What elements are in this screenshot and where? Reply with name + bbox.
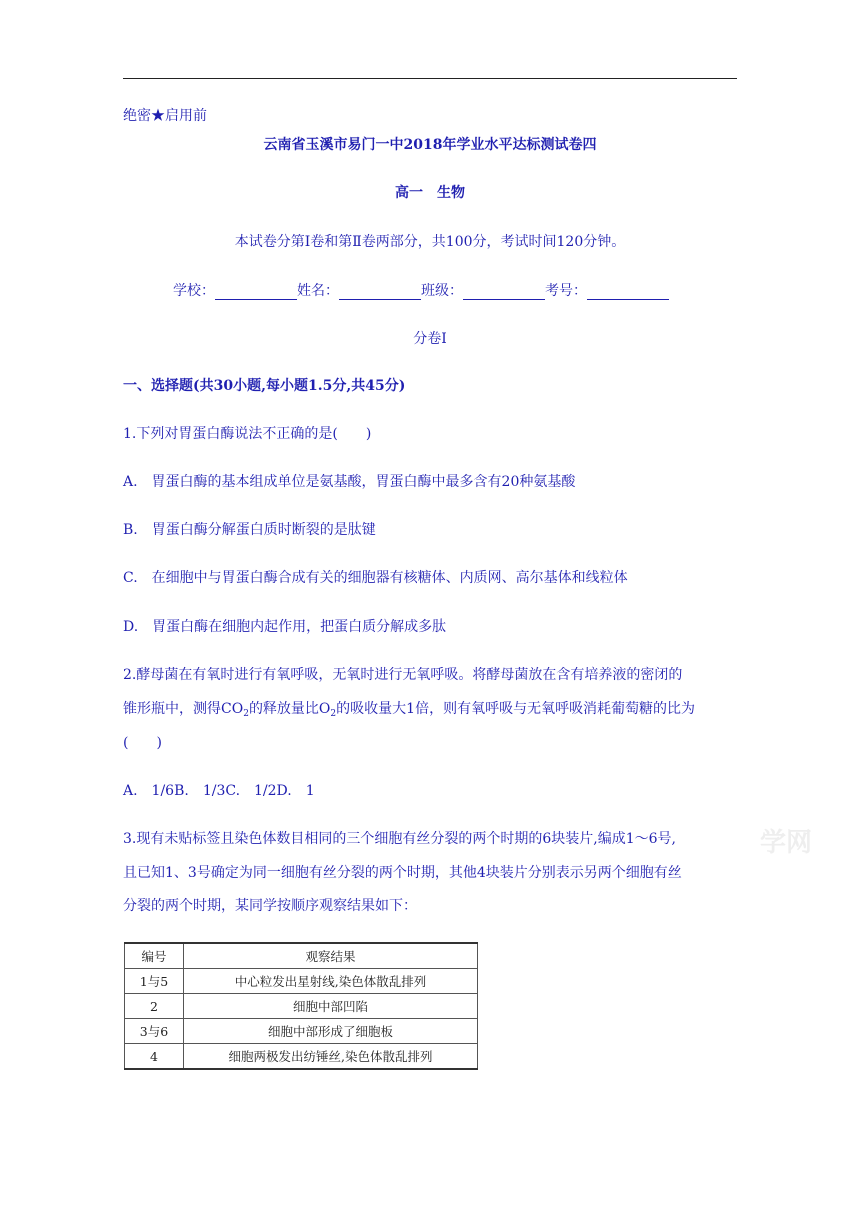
table-row xyxy=(125,1019,478,1044)
q2-text-b: 的释放量比O xyxy=(248,701,331,717)
school-label: 学校： xyxy=(173,283,215,299)
header-rule xyxy=(123,78,737,79)
secret-label: 绝密★启用前 xyxy=(123,108,207,124)
table-cell-result: 细胞中部形成了细胞板 xyxy=(184,1019,478,1044)
q2-line-1: 2.酵母菌在有氧时进行有氧呼吸，无氧时进行无氧呼吸。将酵母菌放在含有培养液的密闭的 xyxy=(123,667,683,683)
q1-option-b: B. 胃蛋白酶分解蛋白质时断裂的是肽键 xyxy=(123,522,376,538)
number-blank[interactable] xyxy=(587,285,669,300)
table-cell-number: 3与6 xyxy=(125,1019,184,1044)
table-row xyxy=(125,1044,478,1070)
section-label: 分卷I xyxy=(413,331,447,347)
table-cell-number: 4 xyxy=(125,1044,184,1070)
q1-option-a: A. 胃蛋白酶的基本组成单位是氨基酸，胃蛋白酶中最多含有20种氨基酸 xyxy=(123,474,576,490)
number-label: 考号： xyxy=(545,283,587,299)
table-cell-number: 2 xyxy=(125,994,184,1019)
q2-options: A. 1/6B. 1/3C. 1/2D. 1 xyxy=(123,783,315,799)
table-row xyxy=(125,969,478,994)
exam-intro: 本试卷分第Ⅰ卷和第Ⅱ卷两部分，共100分，考试时间120分钟。 xyxy=(234,234,626,250)
q2-text-a: 锥形瓶中，测得CO xyxy=(123,701,244,717)
name-blank[interactable] xyxy=(339,285,421,300)
table-row xyxy=(125,994,478,1019)
table-header-cell: 编号 xyxy=(125,943,184,969)
q2-text-c: 的吸收量大1倍，则有氧呼吸与无氧呼吸消耗葡萄糖的比为 xyxy=(336,701,696,717)
q3-line-2: 且已知1、3号确定为同一细胞有丝分裂的两个时期，其他4块装片分别表示另两个细胞有丝 xyxy=(123,865,682,881)
o2-subscript: 2 xyxy=(330,709,337,719)
table-cell-number: 1与5 xyxy=(125,969,184,994)
table-header-row xyxy=(125,943,478,969)
class-label: 班级： xyxy=(421,283,463,299)
q1-option-d: D. 胃蛋白酶在细胞内起作用，把蛋白质分解成多肽 xyxy=(123,619,447,635)
q2-line-2 xyxy=(123,700,695,723)
info-fields xyxy=(173,282,669,300)
name-label: 姓名： xyxy=(297,283,339,299)
q1-stem: 1.下列对胃蛋白酶说法不正确的是( ) xyxy=(123,426,372,442)
table-cell-result: 细胞中部凹陷 xyxy=(184,994,478,1019)
co2-subscript: 2 xyxy=(243,709,249,719)
part-heading: 一、选择题(共30小题,每小题1.5分,共45分) xyxy=(123,378,406,394)
exam-title: 云南省玉溪市易门一中2018年学业水平达标测试卷四 xyxy=(263,137,597,153)
q1-option-c: C. 在细胞中与胃蛋白酶合成有关的细胞器有核糖体、内质网、高尔基体和线粒体 xyxy=(123,570,628,586)
q3-line-1: 3.现有未贴标签且染色体数目相同的三个细胞有丝分裂的两个时期的6块装片,编成1～6号, xyxy=(123,831,676,847)
observation-table xyxy=(124,942,478,1070)
exam-subtitle: 高一 生物 xyxy=(395,185,465,201)
q2-line-3: ( ) xyxy=(123,735,162,751)
school-blank[interactable] xyxy=(215,285,297,300)
watermark: 学网 xyxy=(760,828,813,858)
class-blank[interactable] xyxy=(463,285,545,300)
q3-line-3: 分裂的两个时期，某同学按顺序观察结果如下： xyxy=(123,898,417,914)
table-cell-result: 中心粒发出星射线,染色体散乱排列 xyxy=(184,969,478,994)
table-cell-result: 细胞两极发出纺锤丝,染色体散乱排列 xyxy=(184,1044,478,1070)
table-header-cell: 观察结果 xyxy=(184,943,478,969)
